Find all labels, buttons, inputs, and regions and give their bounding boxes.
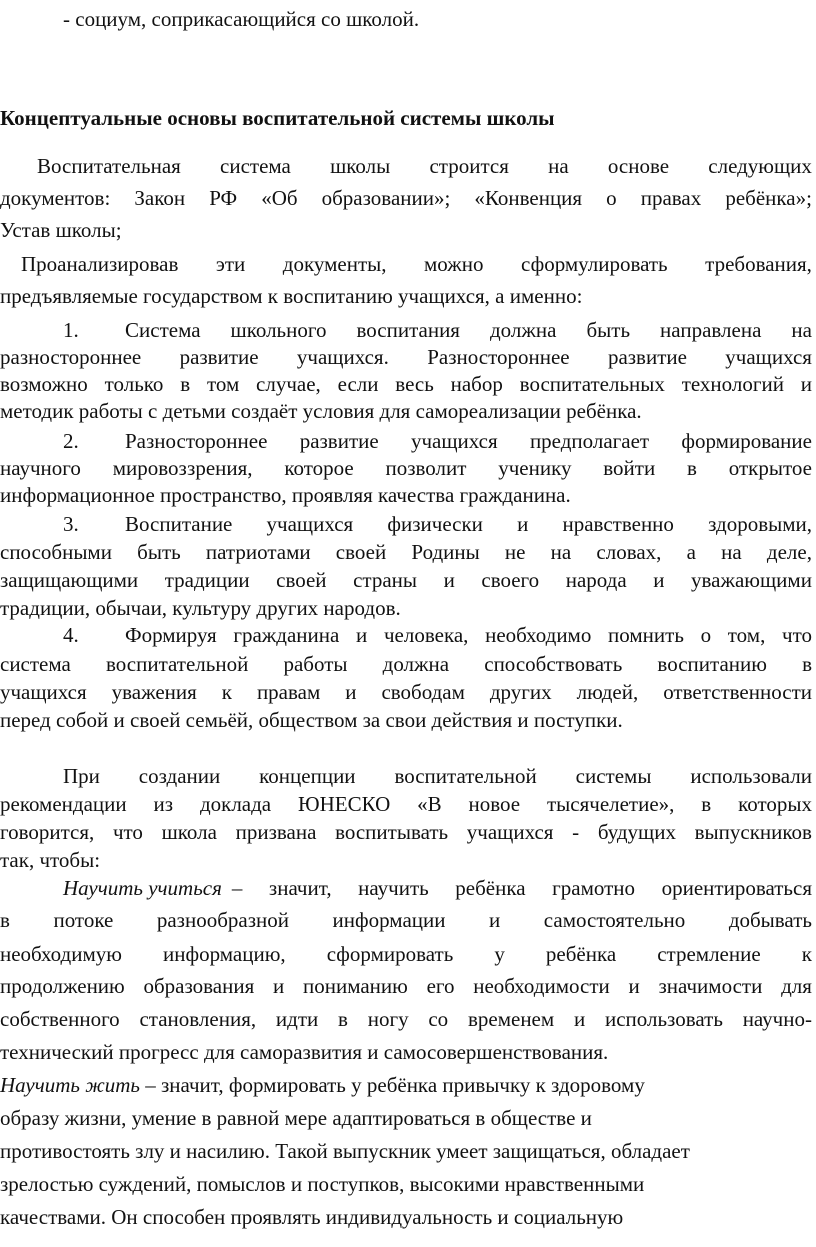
- word: «Конвенция: [474, 186, 583, 210]
- word: пониманию: [302, 974, 408, 998]
- word: предполагает: [529, 429, 650, 453]
- word: «Об: [261, 186, 298, 210]
- word: которое: [284, 456, 354, 480]
- word: и: [628, 974, 640, 998]
- word: значит,: [268, 876, 332, 900]
- word: быть: [137, 540, 181, 564]
- word: уважающими: [691, 568, 812, 592]
- word: самостоятельно: [543, 908, 686, 932]
- word: человека,: [383, 623, 469, 647]
- word: эти: [215, 252, 246, 276]
- p1-line-2: [0, 183, 812, 213]
- p2-line-1: [21, 249, 812, 279]
- term-learn-to-live: Научить жить: [0, 1073, 140, 1097]
- word: Система: [125, 318, 201, 342]
- word: в: [0, 908, 10, 932]
- word: народа: [565, 568, 627, 592]
- word: потоке: [53, 908, 114, 932]
- word: здоровыми,: [708, 512, 812, 536]
- word: информации: [332, 908, 446, 932]
- word: создании: [138, 764, 221, 788]
- p3-line-1: [63, 761, 812, 791]
- word: и: [273, 974, 285, 998]
- word: деле,: [766, 540, 812, 564]
- p2-line-2: предъявляемые государством к воспитанию учащихся, а именно:: [0, 284, 583, 308]
- p1-line-1: [37, 151, 812, 181]
- word: будущих: [597, 820, 676, 844]
- list-item-1-line-4: методик работы с детьми создаёт условия для самореализации ребёнка.: [0, 399, 642, 423]
- word: а: [686, 540, 696, 564]
- word: стремление: [657, 942, 761, 966]
- word: у: [494, 942, 505, 966]
- word: ребёнка: [455, 876, 526, 900]
- word: открытое: [728, 456, 812, 480]
- p3-line-4: так, чтобы:: [0, 848, 101, 872]
- word: быть: [586, 318, 631, 342]
- word: сформулировать: [521, 252, 668, 276]
- word: защищающими: [0, 568, 139, 592]
- word: Родины: [411, 540, 480, 564]
- list-item-1-line-2: [0, 342, 812, 372]
- word: Проанализировав: [21, 252, 179, 276]
- word: формирование: [681, 429, 812, 453]
- word: о: [700, 623, 712, 647]
- word: и: [489, 908, 501, 932]
- list-item-2-line-1: [63, 426, 812, 456]
- word: Закон: [134, 186, 186, 210]
- word: научить: [358, 876, 429, 900]
- word: воспитательной: [106, 652, 249, 676]
- word: возможно: [0, 372, 88, 396]
- list-item-text: [125, 426, 812, 456]
- word: системы: [575, 764, 652, 788]
- word: мировоззрения,: [112, 456, 253, 480]
- live-line-3: противостоять злу и насилию. Такой выпускник умеет защищаться, обладает: [0, 1139, 690, 1163]
- word: развитие: [607, 345, 687, 369]
- section-heading: Концептуальные основы воспитательной системы школы: [0, 106, 555, 130]
- word: своей: [276, 568, 327, 592]
- word: на: [550, 540, 572, 564]
- word: в: [802, 652, 812, 676]
- word: и: [653, 568, 665, 592]
- word: традиции: [164, 568, 250, 592]
- word: основе: [607, 154, 670, 178]
- word: и: [345, 680, 357, 704]
- word: говорится,: [0, 820, 95, 844]
- word: работы: [283, 652, 348, 676]
- word: ЮНЕСКО: [298, 792, 391, 816]
- word: нравственно: [562, 512, 674, 536]
- word: концепции: [259, 764, 356, 788]
- word: его: [426, 974, 455, 998]
- word: учащихся: [410, 429, 498, 453]
- word: информацию,: [163, 942, 286, 966]
- word: том: [206, 372, 240, 396]
- word: Воспитательная: [37, 154, 181, 178]
- word: ученику: [498, 456, 572, 480]
- word: своей: [335, 540, 387, 564]
- learn-line-1-rest: [232, 873, 812, 903]
- list-item-4-line-4: перед собой и своей семьёй, обществом за свои действия и поступки.: [0, 708, 623, 732]
- word: разнообразной: [156, 908, 289, 932]
- word: в: [338, 1007, 348, 1031]
- word: учащихся: [266, 512, 354, 536]
- word: Разностороннее: [427, 345, 570, 369]
- word: направлена: [660, 318, 762, 342]
- live-line-2: образу жизни, умение в равной мере адаптироваться в обществе и: [0, 1106, 592, 1130]
- word: образования: [143, 974, 255, 998]
- live-line-4: зрелостью суждений, помыслов и поступков, высокими нравственными: [0, 1172, 645, 1196]
- intro-line: - социум, соприкасающийся со школой.: [63, 7, 420, 31]
- word: ответственности: [663, 680, 812, 704]
- list-item-text: [125, 620, 812, 650]
- word: что: [112, 820, 143, 844]
- word: воспитанию: [657, 652, 767, 676]
- word: ребёнка: [545, 942, 617, 966]
- word: использовали: [690, 764, 812, 788]
- word: способными: [0, 540, 112, 564]
- word: ориентироваться: [661, 876, 812, 900]
- word: документов:: [0, 186, 111, 210]
- word: что: [782, 623, 812, 647]
- term-learn-to-learn: Научить учиться: [63, 876, 222, 900]
- word: Воспитание: [125, 512, 233, 536]
- word: уважения: [111, 680, 197, 704]
- p3-line-2: [0, 789, 812, 819]
- list-item-4-line-3: [0, 677, 812, 707]
- word: должна: [382, 652, 450, 676]
- word: правам: [256, 680, 321, 704]
- word: и: [800, 372, 812, 396]
- word: которых: [738, 792, 812, 816]
- word: система: [220, 154, 291, 178]
- word: в: [180, 372, 191, 396]
- word: воспитательных: [519, 372, 665, 396]
- word: учащихся.: [296, 345, 389, 369]
- word: разностороннее: [0, 345, 142, 369]
- word: случае,: [256, 372, 321, 396]
- word: следующих: [708, 154, 812, 178]
- word: и: [356, 623, 368, 647]
- word: из: [153, 792, 174, 816]
- word: значимости: [658, 974, 763, 998]
- word: использовать: [604, 1007, 723, 1031]
- word: к: [801, 942, 812, 966]
- word: учащихся: [725, 345, 812, 369]
- word: новое: [468, 792, 521, 816]
- word: сформировать: [326, 942, 454, 966]
- list-item-3-line-2: [0, 537, 812, 567]
- word: доклада: [199, 792, 272, 816]
- word: собственного: [0, 1007, 120, 1031]
- word: технологий: [681, 372, 784, 396]
- word: к: [221, 680, 232, 704]
- list-item-2-line-3: информационное пространство, проявляя качества гражданина.: [0, 483, 571, 507]
- word: образовании»;: [321, 186, 451, 210]
- word: учащихся: [466, 820, 554, 844]
- word: система: [0, 652, 71, 676]
- word: добывать: [728, 908, 812, 932]
- word: научного: [0, 456, 81, 480]
- word: страны: [353, 568, 418, 592]
- word: на: [548, 154, 569, 178]
- word: ногу: [367, 1007, 409, 1031]
- word: -: [572, 820, 580, 844]
- word: временем: [467, 1007, 555, 1031]
- word: способствовать: [484, 652, 623, 676]
- list-item-4-line-2: [0, 649, 812, 679]
- word: воспитывать: [335, 820, 449, 844]
- word: не: [504, 540, 526, 564]
- word: о: [606, 186, 617, 210]
- word: и: [573, 1007, 586, 1031]
- word: воспитания: [356, 318, 460, 342]
- word: требования,: [705, 252, 812, 276]
- learn-line-1: [63, 873, 812, 903]
- word: грамотно: [552, 876, 636, 900]
- live-line-5: качествами. Он способен проявлять индивидуальность и социальную: [0, 1205, 624, 1229]
- word: на: [791, 318, 812, 342]
- word: тысячелетие»,: [546, 792, 675, 816]
- word: РФ: [209, 186, 238, 210]
- word: продолжению: [0, 974, 125, 998]
- word: идти: [275, 1007, 319, 1031]
- word: необходимо: [485, 623, 592, 647]
- word: весь: [395, 372, 434, 396]
- word: войти: [603, 456, 656, 480]
- list-item-3-line-1: [63, 509, 812, 539]
- list-item-number: 2.: [63, 429, 79, 453]
- word: воспитательной: [394, 764, 537, 788]
- word: Формируя: [125, 623, 217, 647]
- word: набор: [450, 372, 503, 396]
- list-item-1-line-1: [63, 315, 812, 345]
- word: в: [687, 456, 697, 480]
- word: патриотами: [205, 540, 311, 564]
- word: свободам: [381, 680, 465, 704]
- word: позволит: [385, 456, 467, 480]
- word: документы,: [282, 252, 387, 276]
- list-item-2-line-2: [0, 453, 812, 483]
- list-item-number: 1.: [63, 318, 79, 342]
- word: других: [489, 680, 552, 704]
- list-item-1-line-3: [0, 369, 812, 399]
- word: –: [231, 876, 243, 900]
- word: Разностороннее: [125, 429, 268, 453]
- word: гражданина: [233, 623, 340, 647]
- word: научно-: [742, 1007, 812, 1031]
- learn-line-3: [0, 939, 812, 969]
- word: если: [337, 372, 379, 396]
- word: рекомендации: [0, 792, 127, 816]
- word: для: [781, 974, 812, 998]
- list-item-3-line-4: традиции, обычаи, культуру других народов.: [0, 596, 401, 620]
- word: школы: [330, 154, 391, 178]
- word: строится: [429, 154, 509, 178]
- word: словах,: [596, 540, 662, 564]
- word: становления,: [139, 1007, 257, 1031]
- word: школьного: [230, 318, 327, 342]
- word: и: [443, 568, 455, 592]
- p3-line-3: [0, 817, 812, 847]
- word: выпускников: [694, 820, 812, 844]
- list-item-text: [125, 315, 812, 345]
- p1-line-3: Устав школы;: [0, 218, 122, 242]
- list-item-text: [125, 509, 812, 539]
- word: школа: [161, 820, 217, 844]
- learn-line-4: [0, 971, 812, 1001]
- word: можно: [424, 252, 484, 276]
- word: «В: [417, 792, 442, 816]
- word: физически: [387, 512, 483, 536]
- word: в: [701, 792, 712, 816]
- word: помнить: [608, 623, 684, 647]
- learn-line-6: технический прогресс для саморазвития и самосовершенствования.: [0, 1040, 609, 1064]
- word: ребёнка»;: [725, 186, 812, 210]
- word: необходимости: [473, 974, 610, 998]
- word: При: [63, 764, 100, 788]
- list-item-3-line-3: [0, 565, 812, 595]
- word: правах: [640, 186, 702, 210]
- word: со: [428, 1007, 449, 1031]
- word: призвана: [235, 820, 317, 844]
- list-item-number: 3.: [63, 512, 79, 536]
- word: должна: [489, 318, 557, 342]
- word: людей,: [576, 680, 639, 704]
- learn-line-2: [0, 905, 812, 935]
- live-line-1: [0, 1070, 812, 1100]
- list-item-number: 4.: [63, 623, 79, 647]
- word: необходимую: [0, 942, 122, 966]
- word: развитие: [299, 429, 379, 453]
- live-line-1-rest: – значит, формировать у ребёнка привычку к здоровому: [139, 1073, 645, 1097]
- list-item-4-line-1: [63, 620, 812, 650]
- word: учащихся: [0, 680, 87, 704]
- word: и: [517, 512, 529, 536]
- word: развитие: [179, 345, 259, 369]
- word: своего: [481, 568, 540, 592]
- learn-line-5: [0, 1004, 812, 1034]
- word: только: [104, 372, 164, 396]
- word: том,: [727, 623, 766, 647]
- word: на: [721, 540, 742, 564]
